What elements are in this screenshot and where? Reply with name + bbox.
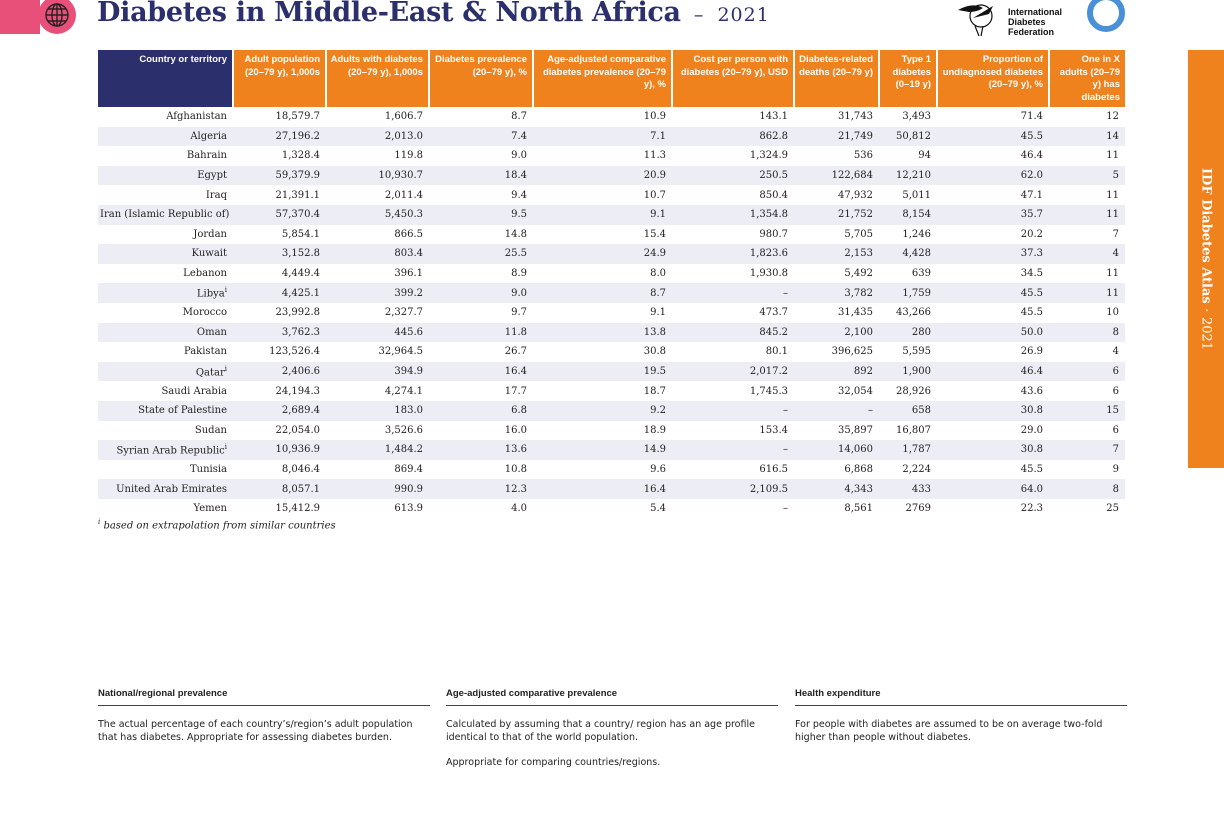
table-cell: 46.4 bbox=[1020, 150, 1043, 162]
table-cell: 18.9 bbox=[643, 424, 666, 436]
table-cell: 19.5 bbox=[533, 362, 672, 382]
table-cell: 13.6 bbox=[429, 440, 533, 460]
table-cell: 2,013.0 bbox=[326, 127, 429, 147]
table-cell: 15,412.9 bbox=[275, 503, 320, 515]
table-cell: 16.4 bbox=[533, 479, 672, 499]
table-cell: 8.0 bbox=[650, 268, 666, 280]
table-cell: 10.8 bbox=[504, 463, 527, 475]
logo-line-1: International bbox=[1008, 7, 1063, 17]
table-cell: 5,450.3 bbox=[326, 205, 429, 225]
table-row bbox=[98, 421, 1125, 441]
table-cell: 9.2 bbox=[533, 401, 672, 421]
table-cell: 45.5 bbox=[937, 283, 1049, 303]
table-cell: 616.5 bbox=[759, 463, 788, 475]
table-cell: 16.0 bbox=[504, 424, 527, 436]
country-cell bbox=[98, 303, 233, 323]
table-cell: 9.6 bbox=[650, 463, 666, 475]
table-cell: 18.4 bbox=[429, 166, 533, 186]
table-cell: 1,930.8 bbox=[749, 268, 788, 280]
table-cell: 2,406.6 bbox=[233, 362, 326, 382]
table-cell: 1,606.7 bbox=[384, 111, 423, 123]
side-tab bbox=[1188, 50, 1224, 468]
column-header: Age-adjusted comparative diabetes prevalence (20–79 y), % bbox=[533, 50, 672, 107]
table-cell: 5,492 bbox=[844, 268, 873, 280]
table-cell: 119.8 bbox=[394, 150, 423, 162]
table-cell: 9.1 bbox=[533, 205, 672, 225]
table-cell: 47,932 bbox=[838, 189, 873, 201]
country-cell bbox=[98, 362, 233, 382]
table-cell: 5.4 bbox=[650, 503, 666, 515]
table-cell: 5 bbox=[1049, 166, 1125, 186]
table-cell: 1,759 bbox=[879, 283, 937, 303]
blue-circle-icon bbox=[1087, 0, 1125, 32]
table-cell: 11.8 bbox=[429, 323, 533, 343]
table-cell: 32,964.5 bbox=[378, 346, 423, 358]
table-cell: 2,109.5 bbox=[672, 479, 794, 499]
country-cell bbox=[98, 146, 233, 166]
table-cell: 15 bbox=[1049, 401, 1125, 421]
table-cell: 396,625 bbox=[831, 346, 873, 358]
column-header: Type 1 diabetes (0–19 y) bbox=[879, 50, 937, 107]
table-cell: 658 bbox=[879, 401, 937, 421]
table-cell: 1,900 bbox=[879, 362, 937, 382]
table-row bbox=[98, 323, 1125, 343]
table-cell: 473.7 bbox=[759, 307, 788, 319]
table-cell: 16.4 bbox=[429, 362, 533, 382]
table-cell: 445.6 bbox=[326, 323, 429, 343]
table-cell: 22,054.0 bbox=[275, 424, 320, 436]
table-row bbox=[98, 381, 1125, 401]
country-cell bbox=[98, 460, 233, 480]
country-cell bbox=[98, 479, 233, 499]
table-header-row bbox=[98, 50, 1125, 107]
table-cell: 46.4 bbox=[937, 362, 1049, 382]
table-cell: 1,324.9 bbox=[749, 150, 788, 162]
table-cell: 24.9 bbox=[533, 244, 672, 264]
table-cell: 47.1 bbox=[1020, 189, 1043, 201]
table-cell: 639 bbox=[911, 268, 931, 280]
side-tab-sep: · bbox=[1198, 308, 1214, 313]
table-cell: 31,435 bbox=[838, 307, 873, 319]
table-row bbox=[98, 401, 1125, 421]
table-cell: 3,152.8 bbox=[233, 244, 326, 264]
country-cell bbox=[98, 244, 233, 264]
table-cell: 4,425.1 bbox=[233, 283, 326, 303]
table-cell: 4.0 bbox=[511, 503, 527, 515]
country-cell bbox=[98, 323, 233, 343]
column-header: Adult population (20–79 y), 1,000s bbox=[233, 50, 326, 107]
footnote-marker: i bbox=[224, 364, 227, 373]
table-cell: 869.4 bbox=[394, 463, 423, 475]
table-cell: 1,787 bbox=[879, 440, 937, 460]
table-cell: 250.5 bbox=[672, 166, 794, 186]
table-row bbox=[98, 146, 1125, 166]
table-cell: 123,526.4 bbox=[269, 346, 320, 358]
country-cell bbox=[98, 381, 233, 401]
country-cell bbox=[98, 107, 233, 127]
logo-line-2: Diabetes bbox=[1008, 17, 1046, 27]
country-name: Syrian Arab Republic bbox=[116, 445, 225, 457]
table-cell: 3,526.6 bbox=[384, 424, 423, 436]
table-row bbox=[98, 166, 1125, 186]
title-text: Diabetes in Middle-East & North Africa bbox=[97, 0, 681, 28]
country-cell bbox=[98, 127, 233, 147]
table-cell: 31,743 bbox=[838, 111, 873, 123]
table-row bbox=[98, 499, 1125, 519]
table-cell: 8.9 bbox=[511, 268, 527, 280]
table-cell: 122,684 bbox=[794, 166, 879, 186]
table-cell: 866.5 bbox=[394, 228, 423, 240]
table-cell: 2,100 bbox=[794, 323, 879, 343]
table-cell: 30.8 bbox=[643, 346, 666, 358]
table-cell: 3,493 bbox=[902, 111, 931, 123]
table-cell: 25 bbox=[1106, 503, 1119, 515]
table-row bbox=[98, 342, 1125, 362]
table-cell: 34.5 bbox=[1020, 268, 1043, 280]
table-cell: – bbox=[672, 440, 794, 460]
table-cell: 613.9 bbox=[394, 503, 423, 515]
table-cell: 6,868 bbox=[844, 463, 873, 475]
table-cell: 57,370.4 bbox=[233, 205, 326, 225]
table-row bbox=[98, 225, 1125, 245]
table-cell: 8,057.1 bbox=[233, 479, 326, 499]
header-accent-bar bbox=[0, 0, 40, 34]
table-cell: 62.0 bbox=[937, 166, 1049, 186]
table-cell: 64.0 bbox=[937, 479, 1049, 499]
country-name: Sudan bbox=[194, 424, 227, 436]
column-header: Proportion of undiagnosed diabetes (20–79 y), % bbox=[937, 50, 1049, 107]
table-cell: 2,153 bbox=[794, 244, 879, 264]
table-cell: 8 bbox=[1049, 479, 1125, 499]
table-cell: 396.1 bbox=[394, 268, 423, 280]
side-tab-year: 2021 bbox=[1198, 316, 1214, 351]
table-cell: 8,561 bbox=[844, 503, 873, 515]
table-cell: 7.1 bbox=[533, 127, 672, 147]
country-name: Pakistan bbox=[183, 346, 227, 358]
table-cell: 18.7 bbox=[643, 385, 666, 397]
table-cell: 1,484.2 bbox=[326, 440, 429, 460]
table-cell: 9.1 bbox=[650, 307, 666, 319]
table-cell: 1,354.8 bbox=[672, 205, 794, 225]
table-cell: 2769 bbox=[905, 503, 931, 515]
table-row bbox=[98, 460, 1125, 480]
country-cell bbox=[98, 342, 233, 362]
table-row bbox=[98, 107, 1125, 127]
table-cell: 7.4 bbox=[429, 127, 533, 147]
globe-icon bbox=[38, 0, 76, 34]
table-cell: 15.4 bbox=[643, 228, 666, 240]
table-cell: 29.0 bbox=[1020, 424, 1043, 436]
table-cell: 3,762.3 bbox=[233, 323, 326, 343]
country-name: Algeria bbox=[190, 130, 227, 142]
table-cell: 12.3 bbox=[429, 479, 533, 499]
idf-logo-text bbox=[1008, 7, 1062, 37]
column-header: Cost per person with diabetes (20–79 y), USD bbox=[672, 50, 794, 107]
country-name: Libya bbox=[196, 288, 225, 300]
table-row bbox=[98, 283, 1125, 303]
note-health-expenditure bbox=[795, 688, 1127, 744]
table-cell: 5,595 bbox=[902, 346, 931, 358]
diabetes-data-table bbox=[98, 50, 1125, 518]
country-name: Afghanistan bbox=[166, 111, 227, 123]
footnote-marker: i bbox=[224, 286, 227, 295]
table-cell: 11 bbox=[1049, 205, 1125, 225]
country-name: Saudi Arabia bbox=[161, 385, 227, 397]
table-cell: 80.1 bbox=[765, 346, 788, 358]
country-name: United Arab Emirates bbox=[116, 483, 227, 495]
table-cell: 12,210 bbox=[879, 166, 937, 186]
table-cell: 45.5 bbox=[937, 127, 1049, 147]
table-cell: 2,011.4 bbox=[384, 189, 423, 201]
table-cell: 14 bbox=[1049, 127, 1125, 147]
side-tab-text: IDF Diabetes Atlas bbox=[1198, 167, 1214, 304]
footnote-marker: i bbox=[98, 518, 101, 526]
table-cell: 1,823.6 bbox=[672, 244, 794, 264]
table-cell: 5,854.1 bbox=[281, 228, 320, 240]
note-title: Health expenditure bbox=[795, 688, 1127, 706]
table-cell: 25.5 bbox=[429, 244, 533, 264]
table-cell: 862.8 bbox=[672, 127, 794, 147]
table-cell: 43.6 bbox=[1020, 385, 1043, 397]
table-cell: 2,327.7 bbox=[384, 307, 423, 319]
table-cell: 183.0 bbox=[326, 401, 429, 421]
table-cell: 45.5 bbox=[1020, 307, 1043, 319]
country-cell bbox=[98, 225, 233, 245]
table-cell: 10,936.9 bbox=[233, 440, 326, 460]
note-text: The actual percentage of each country’s/region’s adult population that has diabetes. Appropriate for assessing diabetes burden. bbox=[98, 719, 413, 743]
table-cell: 30.8 bbox=[937, 440, 1049, 460]
note-text: For people with diabetes are assumed to be on average two-fold higher than people without diabetes. bbox=[795, 719, 1103, 743]
country-cell bbox=[98, 166, 233, 186]
table-cell: 143.1 bbox=[759, 111, 788, 123]
table-row bbox=[98, 244, 1125, 264]
table-cell: 20.9 bbox=[533, 166, 672, 186]
table-cell: 1,328.4 bbox=[281, 150, 320, 162]
table-cell: 26.7 bbox=[504, 346, 527, 358]
table-cell: 26.9 bbox=[1020, 346, 1043, 358]
table-cell: 892 bbox=[794, 362, 879, 382]
table-cell: 2,017.2 bbox=[672, 362, 794, 382]
table-cell: 37.3 bbox=[937, 244, 1049, 264]
table-row bbox=[98, 127, 1125, 147]
country-cell bbox=[98, 205, 233, 225]
column-header: Diabetes prevalence (20–79 y), % bbox=[429, 50, 533, 107]
country-name: Iraq bbox=[205, 189, 227, 201]
column-header: Adults with diabetes (20–79 y), 1,000s bbox=[326, 50, 429, 107]
note-age-adjusted bbox=[446, 688, 778, 769]
table-cell: 23,992.8 bbox=[275, 307, 320, 319]
table-cell: 18,579.7 bbox=[275, 111, 320, 123]
table-cell: 280 bbox=[879, 323, 937, 343]
table-cell: 8.7 bbox=[533, 283, 672, 303]
table-cell: 50.0 bbox=[937, 323, 1049, 343]
table-cell: 13.8 bbox=[533, 323, 672, 343]
footnote-marker: i bbox=[224, 443, 227, 452]
table-row bbox=[98, 440, 1125, 460]
table-cell: 3,782 bbox=[794, 283, 879, 303]
table-cell: 8.7 bbox=[511, 111, 527, 123]
page-title bbox=[97, 0, 770, 28]
table-cell: 35,897 bbox=[838, 424, 873, 436]
country-name: Iran (Islamic Republic of) bbox=[100, 209, 230, 221]
table-cell: 153.4 bbox=[759, 424, 788, 436]
country-name: Jordan bbox=[193, 228, 227, 240]
table-cell: 11.3 bbox=[643, 150, 666, 162]
table-cell: 803.4 bbox=[326, 244, 429, 264]
table-cell: 8 bbox=[1049, 323, 1125, 343]
country-name: Oman bbox=[196, 326, 227, 338]
table-cell: 5,705 bbox=[844, 228, 873, 240]
table-cell: 6 bbox=[1112, 424, 1119, 436]
table-cell: 10.7 bbox=[643, 189, 666, 201]
table-cell: 5,011 bbox=[902, 189, 931, 201]
table-cell: 10.9 bbox=[643, 111, 666, 123]
table-cell: 32,054 bbox=[838, 385, 873, 397]
table-cell: 24,194.3 bbox=[275, 385, 320, 397]
column-header: One in X adults (20–79 y) has diabetes bbox=[1049, 50, 1125, 107]
note-national-prevalence bbox=[98, 688, 430, 744]
country-cell bbox=[98, 421, 233, 441]
table-row bbox=[98, 185, 1125, 205]
table-cell: 11 bbox=[1106, 268, 1119, 280]
table-cell: 4,343 bbox=[794, 479, 879, 499]
country-cell bbox=[98, 440, 233, 460]
country-name: Bahrain bbox=[186, 150, 227, 162]
table-cell: 4 bbox=[1112, 346, 1119, 358]
note-text: Appropriate for comparing countries/regions. bbox=[446, 757, 661, 768]
country-name: Lebanon bbox=[183, 268, 227, 280]
table-cell: 20.2 bbox=[1020, 228, 1043, 240]
table-cell: 8,046.4 bbox=[281, 463, 320, 475]
table-cell: 6 bbox=[1112, 385, 1119, 397]
country-cell bbox=[98, 185, 233, 205]
table-cell: 9.7 bbox=[511, 307, 527, 319]
table-body bbox=[98, 107, 1125, 518]
table-cell: 9.0 bbox=[511, 150, 527, 162]
note-title: National/regional prevalence bbox=[98, 688, 430, 706]
table-cell: 71.4 bbox=[1020, 111, 1043, 123]
table-cell: 4,428 bbox=[879, 244, 937, 264]
table-cell: 2,689.4 bbox=[233, 401, 326, 421]
country-name: Egypt bbox=[197, 170, 227, 182]
table-cell: – bbox=[672, 401, 794, 421]
table-cell: 394.9 bbox=[326, 362, 429, 382]
table-cell: 21,749 bbox=[794, 127, 879, 147]
table-cell: 980.7 bbox=[759, 228, 788, 240]
table-cell: 850.4 bbox=[759, 189, 788, 201]
table-cell: 4 bbox=[1049, 244, 1125, 264]
title-year: 2021 bbox=[717, 4, 770, 26]
table-cell: 11 bbox=[1106, 189, 1119, 201]
table-cell: – bbox=[672, 283, 794, 303]
table-cell: 4,274.1 bbox=[384, 385, 423, 397]
table-cell: 16,807 bbox=[896, 424, 931, 436]
table-cell: 11 bbox=[1106, 150, 1119, 162]
table-cell: 845.2 bbox=[672, 323, 794, 343]
table-row bbox=[98, 205, 1125, 225]
note-text: Calculated by assuming that a country/ region has an age profile identical to that of the world population. bbox=[446, 719, 755, 743]
table-row bbox=[98, 264, 1125, 284]
table-cell: 9 bbox=[1112, 463, 1119, 475]
country-cell bbox=[98, 283, 233, 303]
table-cell: 21,391.1 bbox=[275, 189, 320, 201]
country-cell bbox=[98, 401, 233, 421]
side-tab-label bbox=[1199, 168, 1214, 350]
table-cell: 21,752 bbox=[794, 205, 879, 225]
table-cell: 17.7 bbox=[504, 385, 527, 397]
table-cell: 2,224 bbox=[902, 463, 931, 475]
column-header: Country or territory bbox=[98, 50, 233, 107]
table-cell: 433 bbox=[879, 479, 937, 499]
country-cell bbox=[98, 499, 233, 519]
table-cell: 9.5 bbox=[429, 205, 533, 225]
table-cell: 11 bbox=[1049, 283, 1125, 303]
table-cell: – bbox=[794, 401, 879, 421]
table-row bbox=[98, 479, 1125, 499]
logo-line-3: Federation bbox=[1008, 27, 1055, 37]
table-cell: 12 bbox=[1106, 111, 1119, 123]
table-cell: – bbox=[783, 503, 788, 515]
table-cell: 1,745.3 bbox=[749, 385, 788, 397]
table-cell: 50,812 bbox=[879, 127, 937, 147]
table-cell: 990.9 bbox=[326, 479, 429, 499]
table-cell: 6 bbox=[1049, 362, 1125, 382]
country-name: Tunisia bbox=[189, 463, 227, 475]
table-cell: 536 bbox=[853, 150, 873, 162]
table-cell: 7 bbox=[1112, 228, 1119, 240]
table-cell: 14,060 bbox=[794, 440, 879, 460]
country-name: Yemen bbox=[193, 503, 227, 515]
table-cell: 10,930.7 bbox=[326, 166, 429, 186]
table-cell: 30.8 bbox=[937, 401, 1049, 421]
table-cell: 43,266 bbox=[896, 307, 931, 319]
table-cell: 27,196.2 bbox=[233, 127, 326, 147]
footnote-text: based on extrapolation from similar countries bbox=[103, 520, 336, 532]
table-cell: 8,154 bbox=[879, 205, 937, 225]
table-cell: 14.8 bbox=[504, 228, 527, 240]
table-cell: 35.7 bbox=[937, 205, 1049, 225]
table-cell: 1,246 bbox=[902, 228, 931, 240]
footnote bbox=[98, 518, 336, 531]
table-cell: 22.3 bbox=[1020, 503, 1043, 515]
table-cell: 45.5 bbox=[1020, 463, 1043, 475]
table-cell: 10 bbox=[1106, 307, 1119, 319]
table-cell: 9.0 bbox=[429, 283, 533, 303]
table-cell: 399.2 bbox=[326, 283, 429, 303]
table-cell: 6.8 bbox=[429, 401, 533, 421]
title-separator: – bbox=[693, 4, 705, 26]
table-cell: 9.4 bbox=[511, 189, 527, 201]
table-cell: 59,379.9 bbox=[233, 166, 326, 186]
table-cell: 4,449.4 bbox=[281, 268, 320, 280]
column-header: Diabetes-related deaths (20–79 y) bbox=[794, 50, 879, 107]
country-name: State of Palestine bbox=[138, 405, 227, 417]
table-row bbox=[98, 303, 1125, 323]
country-name: Qatar bbox=[195, 367, 225, 379]
note-title: Age-adjusted comparative prevalence bbox=[446, 688, 778, 706]
table-cell: 28,926 bbox=[896, 385, 931, 397]
table-cell: 94 bbox=[918, 150, 931, 162]
country-name: Kuwait bbox=[191, 248, 227, 260]
table-row bbox=[98, 362, 1125, 382]
table-cell: 14.9 bbox=[533, 440, 672, 460]
country-cell bbox=[98, 264, 233, 284]
country-name: Morocco bbox=[182, 307, 227, 319]
table-cell: 7 bbox=[1049, 440, 1125, 460]
